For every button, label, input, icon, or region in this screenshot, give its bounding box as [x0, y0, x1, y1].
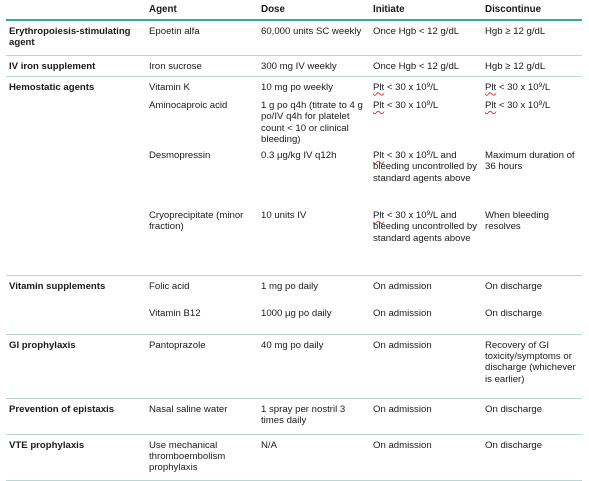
initiate-cell: Once Hgb < 12 g/dL [370, 55, 482, 76]
discontinue-cell: On discharge [482, 398, 582, 434]
table-row [6, 76, 582, 95]
category-cell [6, 95, 146, 145]
plt-abbrev: Plt [485, 100, 497, 111]
agent-cell: Use mechanical thromboembolism prophylaxis [146, 434, 258, 480]
table-row [6, 55, 582, 76]
dose-cell: 0.3 μg/kg IV q12h [261, 150, 337, 162]
table-header-row [6, 0, 582, 20]
discontinue-cell: On discharge [482, 303, 582, 334]
dose-cell: 60,000 units SC weekly [258, 20, 370, 55]
dose-cell: 1000 μg po daily [258, 303, 370, 334]
category-cell: Prevention of epistaxis [6, 398, 146, 434]
plt-abbrev: Plt [373, 210, 385, 222]
agent-cell: Vitamin B12 [146, 303, 258, 334]
unit-text: /L [430, 81, 439, 93]
table-row [6, 205, 582, 275]
plt-abbrev: Plt [373, 81, 385, 93]
exponent: 9 [426, 81, 431, 89]
table-row [6, 303, 582, 334]
table-row [6, 145, 582, 205]
discontinue-cell: On discharge [485, 280, 543, 292]
threshold-text: < 30 x 10 [496, 100, 539, 111]
agent-cell: Pantoprazole [146, 334, 258, 398]
discontinue-cell: Maximum duration of 36 hours [485, 150, 575, 173]
category-cell [6, 303, 146, 334]
table-row [6, 20, 582, 55]
initiate-cell: Once Hgb < 12 g/dL [370, 20, 482, 55]
discontinue-cell [482, 76, 582, 95]
table-row [6, 95, 582, 145]
dose-cell: 1 mg po daily [261, 280, 319, 292]
table-row [6, 275, 582, 303]
unit-text: /L and bleeding uncontrolled by standard agents above [373, 210, 478, 244]
category-cell: Hemostatic agents [9, 81, 95, 93]
initiate-cell [370, 76, 482, 95]
agent-cell: Desmopressin [149, 150, 211, 162]
discontinue-cell [482, 95, 582, 145]
threshold-text: < 30 x 10 [384, 210, 427, 222]
category-cell: IV iron supplement [6, 55, 146, 76]
header-dose: Dose [258, 0, 370, 20]
dose-cell: 300 mg IV weekly [258, 55, 370, 76]
dose-cell: 1 spray per nostril 3 times daily [258, 398, 370, 434]
discontinue-cell: Hgb ≥ 12 g/dL [482, 55, 582, 76]
exponent: 9 [538, 81, 543, 89]
dose-cell: 10 units IV [258, 205, 370, 275]
agent-cell: Vitamin K [149, 81, 190, 93]
agent-cell: Iron sucrose [146, 55, 258, 76]
discontinue-cell: Recovery of GI toxicity/symptoms or discharge (whichever is earlier) [482, 334, 582, 398]
table-row [6, 434, 582, 480]
plt-abbrev: Plt [485, 81, 497, 93]
initiate-cell [370, 205, 482, 275]
agent-cell: Aminocaproic acid [149, 100, 228, 111]
dose-cell: 40 mg po daily [258, 334, 370, 398]
agent-cell: Nasal saline water [146, 398, 258, 434]
discontinue-cell: On discharge [482, 434, 582, 480]
initiate-cell: On admission [370, 334, 482, 398]
threshold-text: < 30 x 10 [384, 100, 427, 111]
initiate-cell [370, 145, 482, 205]
discontinue-cell: When bleeding resolves [482, 205, 582, 275]
header-discontinue: Discontinue [482, 0, 582, 20]
initiate-cell: On admission [373, 280, 432, 292]
plt-abbrev: Plt [373, 100, 385, 111]
exponent: 9 [426, 100, 431, 107]
agent-cell: Cryoprecipitate (minor fraction) [146, 205, 258, 275]
category-cell: GI prophylaxis [6, 334, 146, 398]
initiate-cell: On admission [370, 398, 482, 434]
header-agent: Agent [146, 0, 258, 20]
exponent: 9 [426, 210, 431, 218]
table-row [6, 398, 582, 434]
category-cell [6, 205, 146, 275]
dose-cell: 1 g po q4h (titrate to 4 g po/IV q4h for platelet count < 10 or clinical bleeding) [261, 100, 363, 145]
exponent: 9 [538, 100, 543, 107]
threshold-text: < 30 x 10 [496, 81, 539, 93]
initiate-cell: On admission [370, 303, 482, 334]
exponent: 9 [426, 150, 431, 158]
unit-text: /L [542, 81, 551, 93]
dose-cell: N/A [258, 434, 370, 480]
header-category [6, 0, 146, 20]
category-cell: Erythropoiesis-stimulating agent [6, 20, 146, 55]
discontinue-cell: Hgb ≥ 12 g/dL [482, 20, 582, 55]
unit-text: /L and bleeding uncontrolled by standard agents above [373, 150, 478, 184]
category-cell: VTE prophylaxis [6, 434, 146, 480]
agent-cell: Folic acid [149, 280, 190, 292]
category-cell: Vitamin supplements [9, 280, 106, 292]
header-initiate: Initiate [370, 0, 482, 20]
initiate-cell: On admission [370, 434, 482, 480]
threshold-text: < 30 x 10 [384, 150, 427, 162]
category-cell [6, 145, 146, 205]
initiate-cell [370, 95, 482, 145]
table-row [6, 334, 582, 398]
agent-cell: Epoetin alfa [146, 20, 258, 55]
plt-abbrev: Plt [373, 150, 385, 162]
unit-text: /L [542, 100, 551, 111]
treatment-table [6, 0, 582, 481]
threshold-text: < 30 x 10 [384, 81, 427, 93]
unit-text: /L [430, 100, 439, 111]
dose-cell: 10 mg po weekly [261, 81, 333, 93]
